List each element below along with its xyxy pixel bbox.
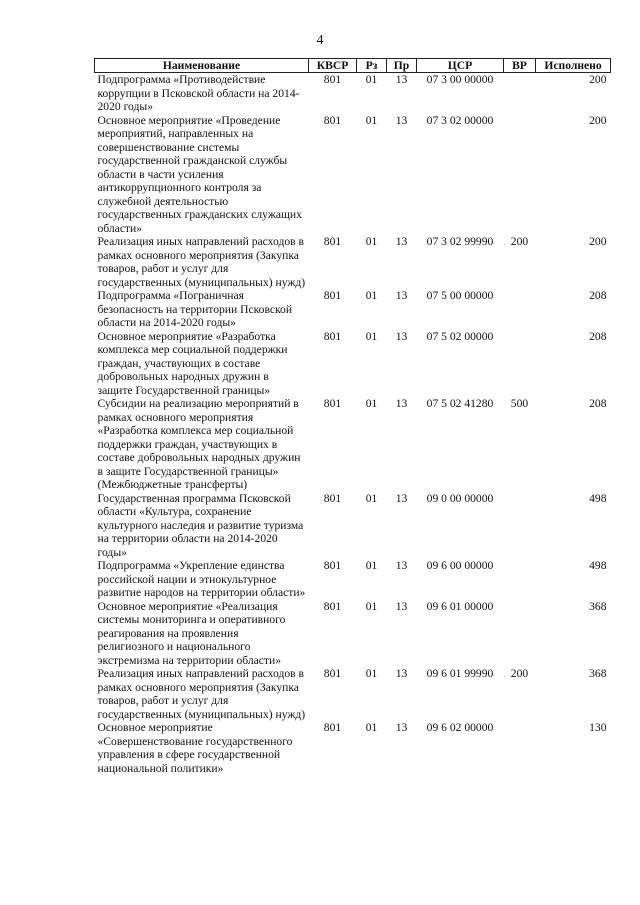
row-kvsr: 801 <box>323 491 342 505</box>
row-kvsr: 801 <box>323 559 342 572</box>
row-kvsr: 801 <box>323 329 342 343</box>
row-executed: 368 <box>589 599 607 613</box>
row-name: Подпрограмма «Противодействие коррупции в Псковской области на 2014-2020 годы» <box>97 73 300 113</box>
header-csr: ЦСР <box>417 59 504 73</box>
header-vr: ВР <box>504 59 536 73</box>
row-pr: 13 <box>395 329 408 343</box>
page-number: 4 <box>316 33 324 48</box>
row-executed: 208 <box>589 397 607 410</box>
row-csr: 07 3 00 00000 <box>426 73 494 86</box>
row-pr: 13 <box>395 667 408 680</box>
row-pr: 13 <box>395 235 408 248</box>
row-pr: 13 <box>395 113 408 127</box>
row-executed: 200 <box>589 73 607 86</box>
row-vr: 500 <box>510 397 529 410</box>
row-name: Реализация иных направлений расходов в рамках основного мероприятия (Закупка товаров, работ и услуг для государственных (муниципальных) нужд) <box>97 667 306 721</box>
row-csr: 07 5 02 41280 <box>426 397 494 410</box>
row-csr: 09 6 00 00000 <box>426 559 494 572</box>
row-kvsr: 801 <box>323 289 342 302</box>
row-kvsr: 801 <box>323 235 342 248</box>
row-name: Основное мероприятие «Совершенствование государственного управления в сфере государственной национальной политики» <box>97 721 293 775</box>
row-csr: 09 0 00 00000 <box>426 491 494 505</box>
budget-table <box>94 58 611 775</box>
row-executed: 368 <box>589 667 607 680</box>
header-rz: Рз <box>357 59 387 73</box>
row-vr: 200 <box>510 235 529 248</box>
row-name: Основное мероприятие «Реализация системы мониторинга и оперативного реагирования на проявления религиозного и национального экстремизма на территории области» <box>97 599 286 667</box>
row-pr: 13 <box>395 559 408 572</box>
row-rz: 01 <box>365 235 378 248</box>
row-rz: 01 <box>365 329 378 343</box>
row-vr <box>504 73 536 114</box>
row-vr <box>504 330 536 398</box>
table-header-row <box>95 59 611 73</box>
row-executed: 130 <box>589 721 607 734</box>
row-kvsr: 801 <box>323 721 342 734</box>
row-rz: 01 <box>365 599 378 613</box>
row-csr: 07 3 02 00000 <box>426 113 494 127</box>
row-kvsr: 801 <box>323 667 342 680</box>
row-pr: 13 <box>395 73 408 86</box>
row-pr: 13 <box>395 721 408 734</box>
row-name: Основное мероприятие «Разработка комплекса мер социальной поддержки граждан, участвующих в составе добровольных народных дружин в защите Государственной границы» <box>97 329 288 397</box>
row-pr: 13 <box>395 289 408 302</box>
row-executed: 208 <box>589 289 607 302</box>
header-executed: Исполнено <box>536 59 611 73</box>
row-vr <box>504 289 536 330</box>
row-rz: 01 <box>365 559 378 572</box>
row-vr: 200 <box>510 667 529 680</box>
table-row <box>95 114 611 236</box>
row-executed: 498 <box>589 491 607 505</box>
row-rz: 01 <box>365 667 378 680</box>
row-executed: 208 <box>589 329 607 343</box>
row-name: Субсидии на реализацию мероприятий в рамках основного мероприятия «Разработка комплекса мер социальной поддержки граждан, участвующих в составе добровольных народных дружин в защите Государственной границы» (Межбюджетные трансферты) <box>97 397 301 491</box>
header-kvsr: КВСР <box>309 59 357 73</box>
row-pr: 13 <box>395 599 408 613</box>
table-row <box>95 289 611 330</box>
row-csr: 07 3 02 99990 <box>426 235 494 248</box>
row-csr: 07 5 02 00000 <box>426 329 494 343</box>
table-row <box>95 235 611 289</box>
row-pr: 13 <box>395 397 408 410</box>
row-vr <box>504 721 536 775</box>
table-row <box>95 73 611 114</box>
table-row <box>95 667 611 721</box>
row-executed: 200 <box>589 113 607 127</box>
table-row <box>95 492 611 560</box>
row-pr: 13 <box>395 491 408 505</box>
row-csr: 09 6 01 99990 <box>426 667 494 680</box>
row-rz: 01 <box>365 397 378 410</box>
row-name: Реализация иных направлений расходов в рамках основного мероприятия (Закупка товаров, работ и услуг для государственных (муниципальных) нужд) <box>97 235 306 289</box>
row-kvsr: 801 <box>323 73 342 86</box>
row-csr: 09 6 02 00000 <box>426 721 494 734</box>
row-name: Подпрограмма «Укрепление единства российской нации и этнокультурное развитие народов на территории области» <box>97 559 306 599</box>
header-pr: Пр <box>387 59 417 73</box>
row-executed: 498 <box>589 559 607 572</box>
row-csr: 09 6 01 00000 <box>426 599 494 613</box>
table-row <box>95 559 611 600</box>
row-kvsr: 801 <box>323 113 342 127</box>
header-name: Наименование <box>95 59 309 73</box>
table-row <box>95 397 611 492</box>
row-executed: 200 <box>589 235 607 248</box>
row-name: Государственная программа Псковской области «Культура, сохранение культурного наследия и развитие туризма на территории области на 2014-2020 годы» <box>97 491 304 559</box>
row-rz: 01 <box>365 289 378 302</box>
row-rz: 01 <box>365 113 378 127</box>
row-vr <box>504 600 536 668</box>
row-vr <box>504 492 536 560</box>
row-vr <box>504 559 536 600</box>
table-row <box>95 721 611 775</box>
row-rz: 01 <box>365 491 378 505</box>
row-name: Основное мероприятие «Проведение мероприятий, направленных на совершенствование системы государственной гражданской службы области в части усиления антикоррупционного контроля за служебной деятельностью государственных гражданских служащих области» <box>97 113 302 235</box>
row-rz: 01 <box>365 73 378 86</box>
row-kvsr: 801 <box>323 599 342 613</box>
row-kvsr: 801 <box>323 397 342 410</box>
row-rz: 01 <box>365 721 378 734</box>
row-csr: 07 5 00 00000 <box>426 289 494 302</box>
table-row <box>95 330 611 398</box>
row-vr <box>504 114 536 236</box>
row-name: Подпрограмма «Пограничная безопасность на территории Псковской области на 2014-2020 годы» <box>97 289 293 329</box>
table-row <box>95 600 611 668</box>
